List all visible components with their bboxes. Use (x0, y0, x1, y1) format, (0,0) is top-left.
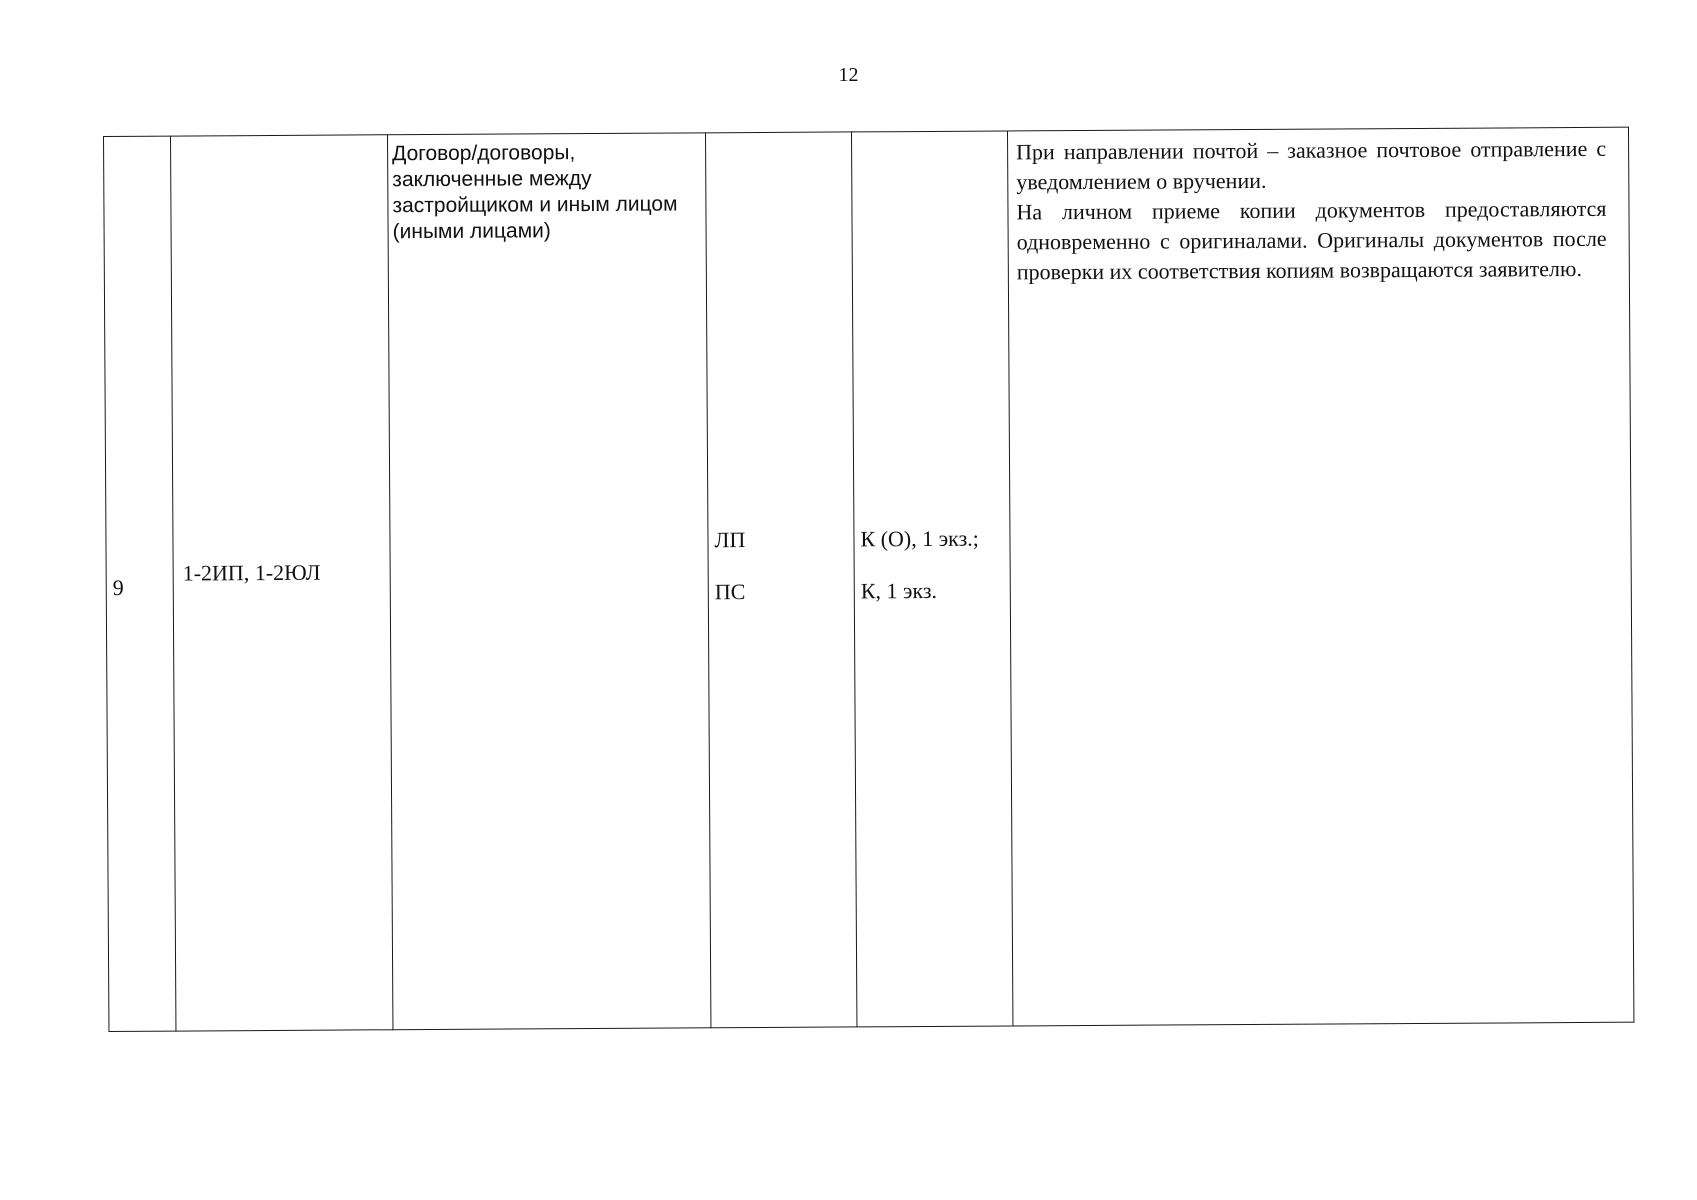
submission-form-list (714, 527, 745, 631)
submission-form-item: ПС (714, 579, 746, 605)
quantity-item: К (О), 1 экз.; (860, 525, 979, 552)
applicant-code-cell (171, 135, 393, 1031)
quantity-item: К, 1 экз. (860, 577, 938, 604)
notes-cell (1007, 127, 1633, 1026)
quantity-list (860, 526, 979, 631)
document-cell (387, 133, 710, 1030)
table-row (104, 127, 1634, 1031)
notes-text (1008, 128, 1629, 288)
quantity-cell (851, 131, 1012, 1027)
note-paragraph: На личном приеме копии документов предоставляются одновременно с оригиналами. Оригиналы документов после проверки их соответствия копиям возвращаются заявителю. (1016, 195, 1607, 285)
document-description: Договор/договоры, заключенные между застройщиком и иным лицом (иными лицами) (392, 141, 678, 244)
submission-form-cell (705, 132, 856, 1028)
note-paragraph: При направлении почтой – заказное почтовое отправление с уведомлением о вручении. (1016, 135, 1607, 195)
requirements-table (103, 127, 1634, 1032)
row-number: 9 (112, 574, 124, 600)
page-number: 12 (838, 64, 859, 86)
submission-form-item: ЛП (714, 527, 746, 553)
row-number-cell (104, 136, 176, 1031)
applicant-codes: 1-2ИП, 1-2ЮЛ (182, 559, 321, 586)
